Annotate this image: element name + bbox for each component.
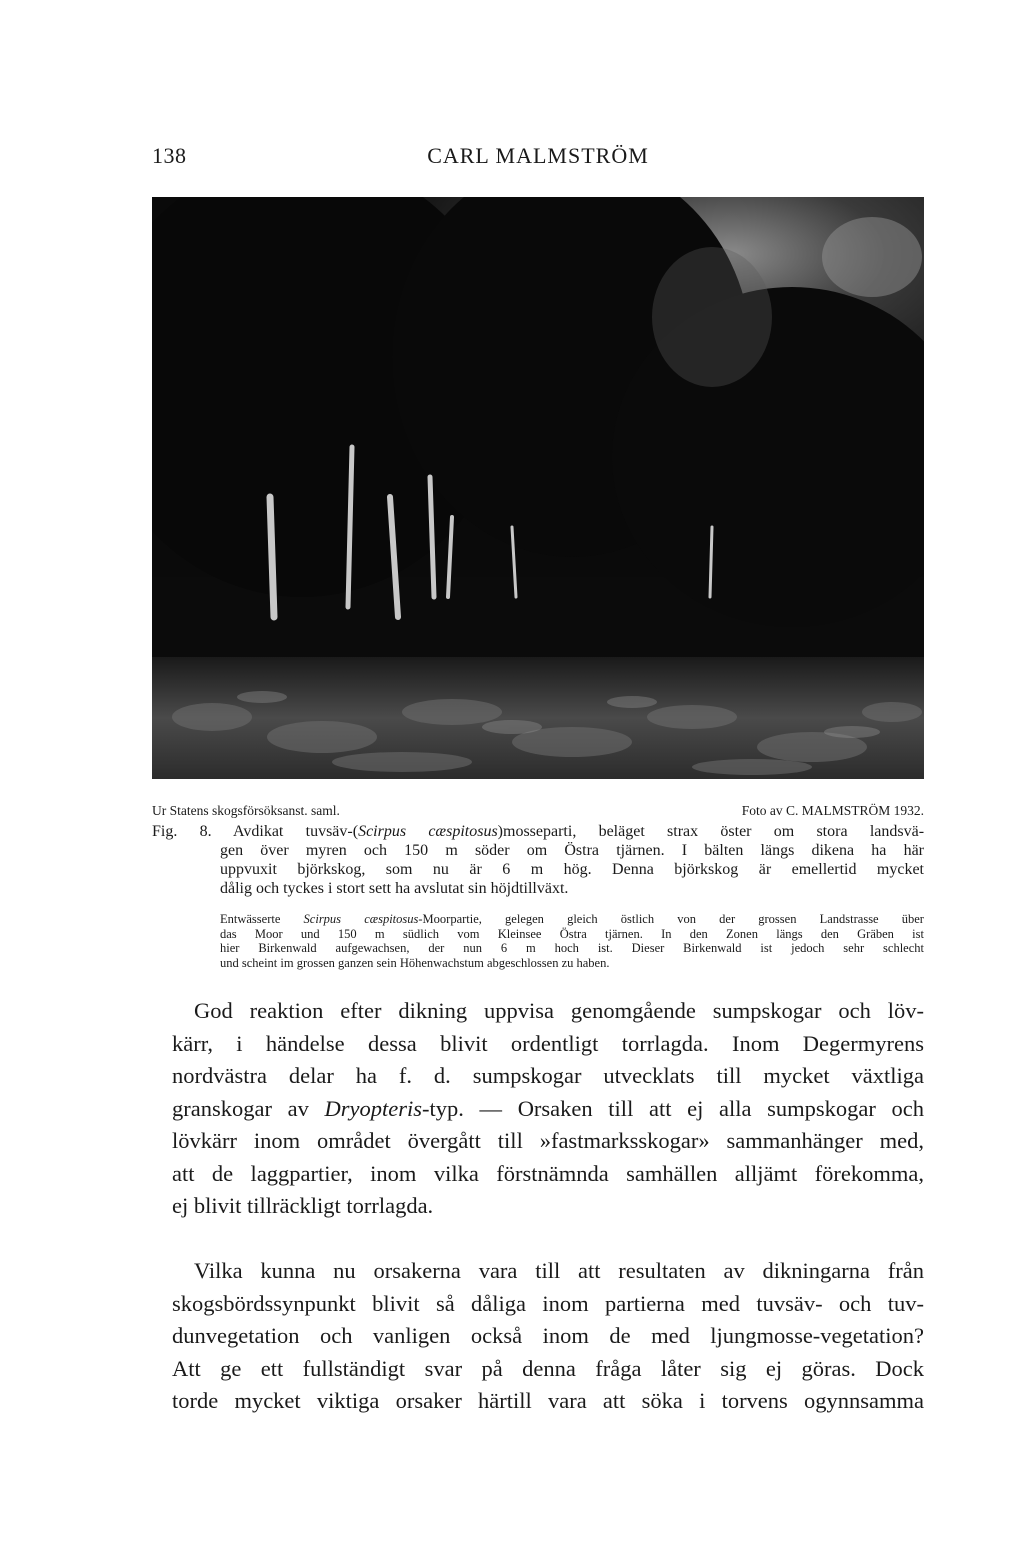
text-span: granskogar av xyxy=(172,1095,325,1121)
caption-text: Avdikat tuvsäv-( xyxy=(233,823,359,840)
figure-label: Fig. 8. xyxy=(152,823,212,840)
caption-line: gen över myren och 150 m söder om Östra tjärnen. I bälten längs dikena ha här xyxy=(220,842,924,859)
page-number: 138 xyxy=(152,143,187,168)
text-line: ej blivit tillräckligt torrlagda. xyxy=(172,1193,434,1218)
species-name: Scirpus cæspitosus xyxy=(358,823,498,840)
caption-text: )mosseparti, beläget strax öster om stora landsvä- xyxy=(497,823,925,840)
forest-photograph xyxy=(152,197,924,779)
text-line: Att ge ett fullständigt svar på denna fråga låter sig ej göras. Dock xyxy=(172,1355,924,1381)
forest-photo-image xyxy=(152,197,924,779)
figure-caption-swedish xyxy=(152,822,924,898)
species-name: Dryopteris xyxy=(324,1095,423,1121)
caption-line: und scheint im grossen ganzen sein Höhenwachstum abgeschlossen zu haben. xyxy=(220,955,610,970)
text-line: skogsbördssynpunkt blivit så dåliga inom partierna med tuvsäv- och tuv- xyxy=(172,1290,924,1316)
photographer-credit: Foto av C. MALMSTRÖM 1932. xyxy=(741,803,924,818)
text-line: God reaktion efter dikning uppvisa genomgående sumpskogar och löv- xyxy=(194,998,924,1023)
caption-line: hier Birkenwald aufgewachsen, der nun 6 m hoch ist. Dieser Birkenwald ist jedoch sehr schlecht xyxy=(220,941,924,955)
text-line: torde mycket viktiga orsaker härtill vara att söka i torvens ogynnsamma xyxy=(172,1388,924,1413)
text-line: Vilka kunna nu orsakerna vara till att resultaten av dikningarna från xyxy=(194,1258,924,1283)
text-span: -typ. — Orsaken till att ej alla sumpskogar och xyxy=(422,1095,925,1121)
caption-line: dålig och tyckes i stort sett ha avslutat sin höjdtillväxt. xyxy=(220,880,569,897)
figure-caption-german xyxy=(220,912,924,970)
text-line: att de laggpartier, inom vilka förstnämnda samhällen alljämt förekomma, xyxy=(172,1160,924,1186)
caption-text: Entwässerte xyxy=(220,912,304,926)
text-line: kärr, i händelse dessa blivit ordentligt torrlagda. Inom Degermyrens xyxy=(172,1030,924,1056)
caption-line: uppvuxit björkskog, som nu är 6 m hög. Denna björkskog är emellertid mycket xyxy=(220,861,924,878)
running-title: CARL MALMSTRÖM xyxy=(427,143,649,168)
text-line: lövkärr inom området övergått till »fastmarksskogar» sammanhänger med, xyxy=(172,1128,924,1153)
caption-line: das Moor und 150 m südlich vom Kleinsee Östra tjärnen. In den Zonen längs den Gräben ist xyxy=(220,926,924,941)
paragraph-1 xyxy=(152,995,924,1223)
text-line: nordvästra delar ha f. d. sumpskogar utvecklats till mycket växtliga xyxy=(172,1063,924,1088)
text-line: dunvegetation och vanligen också inom de med ljungmosse-vegetation? xyxy=(172,1323,924,1348)
running-head xyxy=(152,143,924,173)
species-name: Scirpus cæspitosus xyxy=(303,912,419,926)
caption-text: -Moorpartie, gelegen gleich östlich von der grossen Landstrasse über xyxy=(418,912,924,926)
photo-source: Ur Statens skogsförsöksanst. saml. xyxy=(152,803,340,818)
paragraph-2 xyxy=(152,1255,924,1418)
